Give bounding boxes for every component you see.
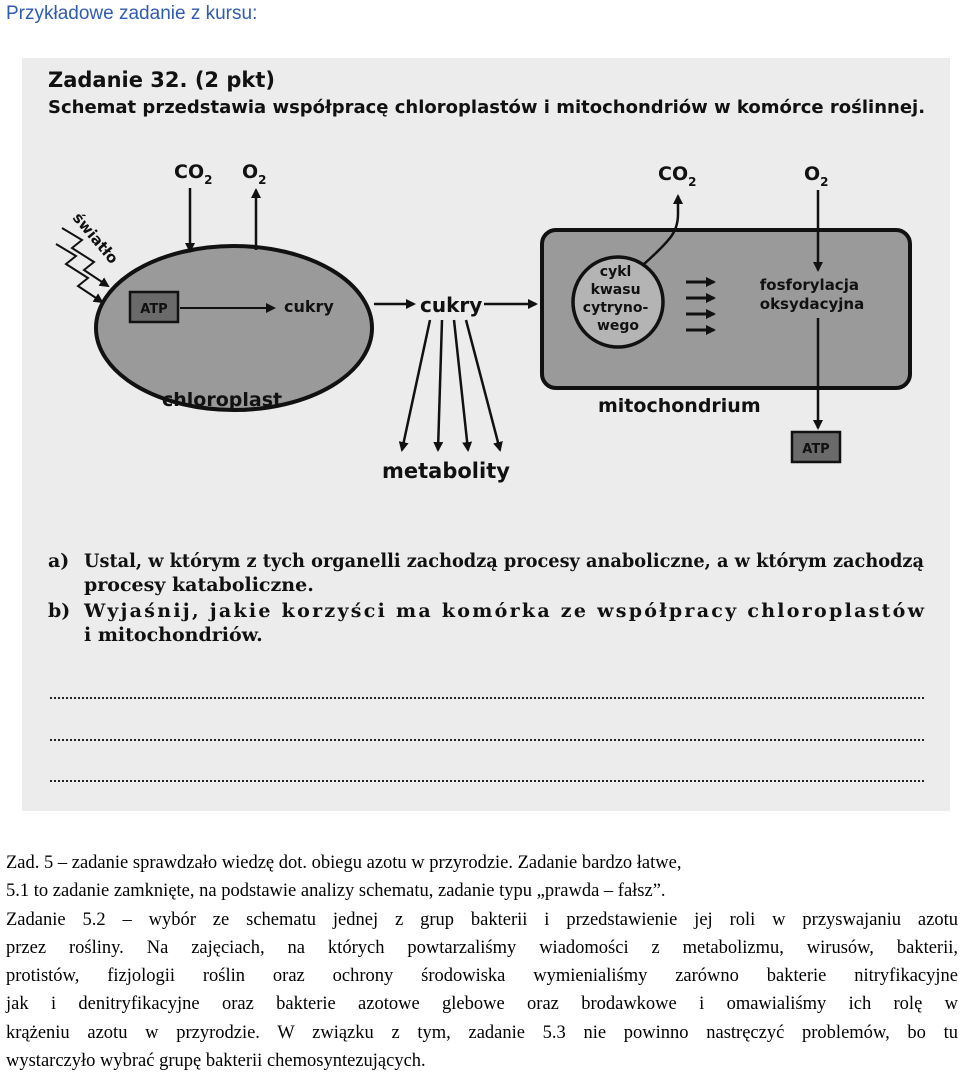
metabolite-arrow-4	[466, 320, 500, 450]
page-header: Przykładowe zadanie z kursu:	[6, 3, 258, 24]
chloroplast-label: chloroplast	[162, 389, 283, 411]
scanned-exam-task	[22, 58, 950, 811]
question-a-letter: a)	[48, 550, 70, 572]
commentary-line: wystarczyło wybrać grupę bakterii chemosyntezujących.	[6, 1051, 426, 1072]
sugars-in-chloroplast-label: cukry	[284, 297, 334, 316]
question-b-line2: i mitochondriów.	[84, 624, 263, 646]
atp-left-label: ATP	[140, 302, 168, 317]
metabolite-arrow-1	[402, 320, 430, 450]
metabolites-label: metabolity	[382, 459, 510, 483]
task-subtitle: Schemat przedstawia współpracę chloroplastów i mitochondriów w komórce roślinnej.	[48, 97, 926, 118]
chloroplast-shape	[96, 246, 372, 410]
cooperation-diagram	[22, 58, 950, 811]
commentary-line: Zad. 5 – zadanie sprawdzało wiedzę dot. obiegu azotu w przyrodzie. Zadanie bardzo łatwe,	[6, 853, 682, 873]
co2-left-label: $CO_2$	[174, 161, 213, 187]
atp-right-label: ATP	[802, 442, 830, 457]
question-b-letter: b)	[48, 600, 71, 622]
commentary-line: protistów, fizjologii roślin oraz ochrony środowiska wymienialiśmy zarówno bakterie nitryfikacyjne	[6, 966, 958, 987]
krebs-cycle-label: cykl kwasu cytryno- wego	[582, 264, 649, 334]
commentary-line: Zadanie 5.2 – wybór ze schematu jednej z grup bakterii i przedstawienie jej roli w przyswajaniu azotu	[6, 909, 958, 930]
light-label: światło	[68, 209, 122, 268]
question-a-line1: Ustal, w którym z tych organelli zachodzą procesy anaboliczne, a w którym zachodzą	[84, 550, 924, 572]
mitochondrium-label: mitochondrium	[598, 395, 761, 417]
o2-left-label: $O_2$	[242, 161, 267, 187]
metabolite-arrow-2	[438, 320, 442, 450]
commentary-line: jak i denitryfikacyjne oraz bakterie azotowe glebowe oraz brodawkowe i omawialiśmy ich rolę w	[6, 994, 958, 1015]
commentary-line: 5.1 to zadanie zamknięte, na podstawie analizy schematu, zadanie typu „prawda – fałsz”.	[6, 881, 666, 902]
commentary-line: przez rośliny. Na zajęciach, na których powtarzaliśmy wiadomości z metabolizmu, wirusów, bakterii,	[6, 937, 958, 958]
oxphos-label: fosforylacja oksydacyjna	[759, 276, 865, 313]
sugars-center-label: cukry	[420, 293, 483, 317]
question-b-line1: Wyjaśnij, jakie korzyści ma komórka ze współpracy chloroplastów	[84, 600, 924, 622]
commentary-text	[6, 849, 958, 1075]
co2-right-label: $CO_2$	[658, 163, 697, 189]
o2-right-label: $O_2$	[804, 163, 829, 189]
commentary-line: krążeniu azotu w przyrodzie. W związku z tym, zadanie 5.3 nie powinno nastręczyć problemów, bo tu	[6, 1022, 958, 1043]
metabolite-arrow-3	[454, 320, 468, 450]
task-title: Zadanie 32. (2 pkt)	[48, 68, 275, 92]
question-a-line2: procesy kataboliczne.	[84, 574, 314, 596]
